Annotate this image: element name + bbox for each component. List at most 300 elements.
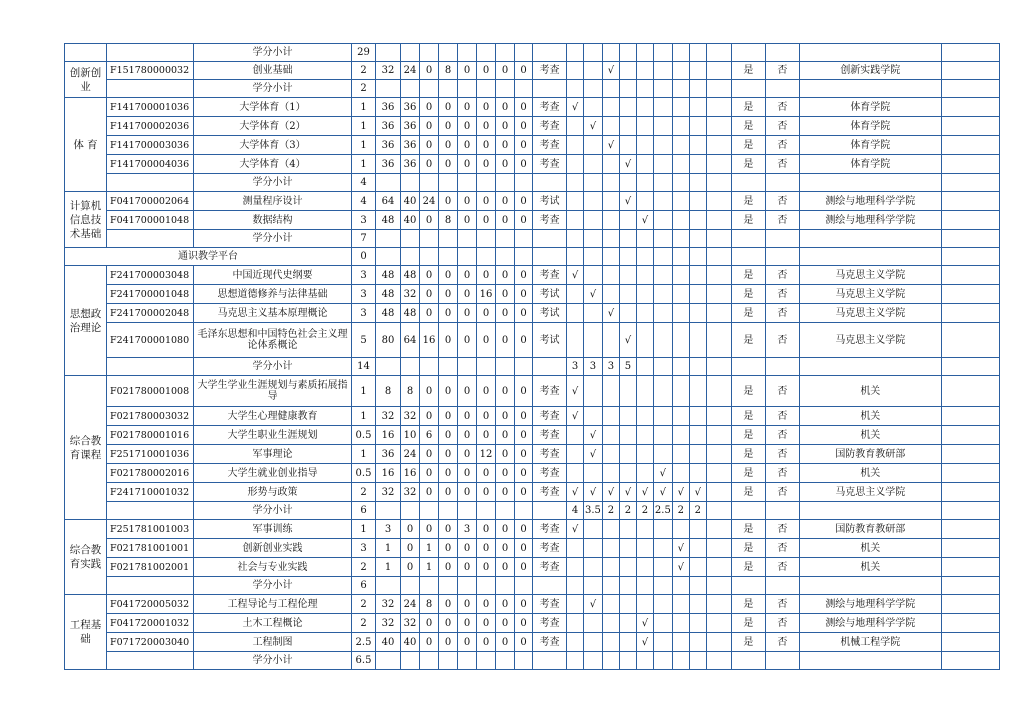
table-cell <box>619 520 636 539</box>
table-cell: 马克思主义学院 <box>799 285 941 304</box>
table-cell: 7 <box>352 230 376 248</box>
table-cell <box>689 595 706 614</box>
table-cell: 24 <box>401 62 420 80</box>
table-cell: F021780001016 <box>107 426 194 445</box>
table-cell: 否 <box>765 376 799 407</box>
table-cell <box>799 358 941 376</box>
table-cell: 体育学院 <box>799 117 941 136</box>
table-cell: √ <box>584 285 603 304</box>
table-cell: 0 <box>458 426 477 445</box>
table-cell <box>706 407 731 426</box>
table-cell: 测量程序设计 <box>194 192 352 211</box>
table-row <box>65 174 1000 192</box>
table-cell <box>602 595 619 614</box>
table-cell <box>689 539 706 558</box>
table-cell: 0 <box>458 376 477 407</box>
table-cell <box>706 483 731 502</box>
table-cell <box>107 174 194 192</box>
table-cell: 否 <box>765 407 799 426</box>
table-cell <box>107 502 194 520</box>
table-cell <box>420 44 439 62</box>
table-cell <box>584 98 603 117</box>
table-cell <box>653 266 672 285</box>
table-cell <box>799 577 941 595</box>
table-cell: 体育学院 <box>799 98 941 117</box>
table-cell <box>458 502 477 520</box>
table-cell <box>653 174 672 192</box>
table-cell: 工程基础 <box>65 595 107 670</box>
table-cell: √ <box>567 98 584 117</box>
table-cell: 土木工程概论 <box>194 614 352 633</box>
table-cell: 考查 <box>533 520 567 539</box>
table-cell: √ <box>602 304 619 323</box>
table-cell: 考查 <box>533 483 567 502</box>
table-cell: 考试 <box>533 285 567 304</box>
table-cell: 2 <box>352 483 376 502</box>
table-cell: 形势与政策 <box>194 483 352 502</box>
table-cell: 1 <box>376 558 401 577</box>
table-cell: 14 <box>352 358 376 376</box>
table-cell <box>602 44 619 62</box>
table-cell: 0 <box>420 520 439 539</box>
table-cell: 0 <box>477 117 496 136</box>
table-cell <box>515 248 533 266</box>
table-cell <box>567 652 584 670</box>
table-cell: 0 <box>420 464 439 483</box>
table-cell: 0 <box>496 117 515 136</box>
table-cell <box>799 652 941 670</box>
table-cell: 1 <box>352 117 376 136</box>
table-cell: 29 <box>352 44 376 62</box>
table-cell: 是 <box>731 136 765 155</box>
table-cell <box>653 445 672 464</box>
table-cell <box>706 192 731 211</box>
table-cell: 否 <box>765 304 799 323</box>
table-cell <box>533 502 567 520</box>
table-cell: 马克思主义学院 <box>799 266 941 285</box>
table-cell <box>706 577 731 595</box>
table-cell: 是 <box>731 211 765 230</box>
table-cell: √ <box>689 483 706 502</box>
table-cell <box>636 44 653 62</box>
table-cell: 是 <box>731 426 765 445</box>
table-cell <box>107 577 194 595</box>
table-cell: 学分小计 <box>194 358 352 376</box>
table-cell <box>567 445 584 464</box>
table-cell <box>567 117 584 136</box>
table-cell <box>799 230 941 248</box>
table-cell: 0 <box>420 117 439 136</box>
table-cell: 5 <box>352 323 376 358</box>
table-row <box>65 426 1000 445</box>
table-cell <box>689 426 706 445</box>
table-cell <box>458 577 477 595</box>
table-cell <box>731 502 765 520</box>
table-row <box>65 44 1000 62</box>
table-cell: 0 <box>420 155 439 174</box>
table-cell <box>941 304 999 323</box>
table-cell: 32 <box>376 614 401 633</box>
table-cell: 0 <box>496 376 515 407</box>
table-cell: 36 <box>376 155 401 174</box>
table-cell <box>420 80 439 98</box>
table-cell <box>636 136 653 155</box>
table-cell: 0 <box>496 155 515 174</box>
table-cell: 是 <box>731 117 765 136</box>
table-row <box>65 577 1000 595</box>
table-cell: 否 <box>765 98 799 117</box>
table-cell <box>941 230 999 248</box>
table-cell <box>477 80 496 98</box>
table-cell: 12 <box>477 445 496 464</box>
table-cell: 0 <box>458 633 477 652</box>
table-cell <box>376 358 401 376</box>
table-cell <box>619 230 636 248</box>
table-cell <box>584 174 603 192</box>
table-row <box>65 117 1000 136</box>
table-cell <box>636 376 653 407</box>
table-row <box>65 464 1000 483</box>
table-cell: 是 <box>731 266 765 285</box>
table-cell <box>941 558 999 577</box>
table-cell: 考查 <box>533 595 567 614</box>
table-cell: F141700004036 <box>107 155 194 174</box>
table-cell: 是 <box>731 539 765 558</box>
table-cell <box>706 211 731 230</box>
table-cell <box>584 539 603 558</box>
table-cell <box>706 266 731 285</box>
table-cell <box>376 248 401 266</box>
table-cell: 考查 <box>533 376 567 407</box>
table-cell: 测绘与地理科学学院 <box>799 614 941 633</box>
table-cell: 测绘与地理科学学院 <box>799 192 941 211</box>
table-cell <box>706 520 731 539</box>
table-cell: 32 <box>401 407 420 426</box>
table-cell <box>619 248 636 266</box>
table-cell: 48 <box>376 266 401 285</box>
table-cell <box>706 358 731 376</box>
table-cell: 是 <box>731 192 765 211</box>
table-row <box>65 155 1000 174</box>
table-cell <box>672 248 689 266</box>
table-cell <box>689 376 706 407</box>
table-cell <box>619 407 636 426</box>
table-cell: 6.5 <box>352 652 376 670</box>
table-cell: F251710001036 <box>107 445 194 464</box>
table-cell <box>584 323 603 358</box>
table-cell <box>401 80 420 98</box>
table-cell: √ <box>584 595 603 614</box>
table-cell: 3 <box>602 358 619 376</box>
table-cell <box>515 174 533 192</box>
table-cell <box>941 323 999 358</box>
table-cell <box>653 595 672 614</box>
table-cell: √ <box>619 192 636 211</box>
table-cell: 8 <box>439 62 458 80</box>
table-cell: 32 <box>401 285 420 304</box>
table-cell: F241710001032 <box>107 483 194 502</box>
table-cell <box>602 426 619 445</box>
table-cell: 0 <box>496 323 515 358</box>
table-cell: 思想政治理论 <box>65 266 107 376</box>
table-cell: 2.5 <box>352 633 376 652</box>
table-cell: 体育学院 <box>799 155 941 174</box>
table-cell: 6 <box>420 426 439 445</box>
table-cell <box>941 136 999 155</box>
table-cell: F241700001048 <box>107 285 194 304</box>
table-cell: 0 <box>496 285 515 304</box>
table-cell: 32 <box>401 614 420 633</box>
table-cell: 0 <box>458 192 477 211</box>
table-cell: 否 <box>765 155 799 174</box>
table-cell: 3 <box>584 358 603 376</box>
table-cell: 0 <box>515 445 533 464</box>
table-cell: 考查 <box>533 558 567 577</box>
table-cell: 是 <box>731 633 765 652</box>
table-cell <box>653 211 672 230</box>
table-cell: 0 <box>477 520 496 539</box>
table-cell: 0 <box>439 136 458 155</box>
table-cell <box>107 652 194 670</box>
table-cell <box>515 652 533 670</box>
table-cell: 0 <box>401 558 420 577</box>
table-cell: 0 <box>496 192 515 211</box>
table-cell <box>636 117 653 136</box>
table-cell <box>706 230 731 248</box>
table-cell: 马克思主义学院 <box>799 304 941 323</box>
table-row <box>65 285 1000 304</box>
table-row <box>65 230 1000 248</box>
table-cell <box>706 80 731 98</box>
table-cell: 0 <box>515 211 533 230</box>
table-cell: 马克思主义学院 <box>799 483 941 502</box>
table-cell <box>602 285 619 304</box>
table-cell <box>602 98 619 117</box>
table-cell: 2 <box>619 502 636 520</box>
table-cell: √ <box>636 614 653 633</box>
table-cell <box>439 248 458 266</box>
table-cell: √ <box>672 558 689 577</box>
table-cell: 0 <box>420 266 439 285</box>
table-cell <box>689 285 706 304</box>
table-cell <box>401 174 420 192</box>
table-cell <box>533 44 567 62</box>
table-cell: 0 <box>496 426 515 445</box>
table-cell <box>636 407 653 426</box>
table-cell <box>941 266 999 285</box>
table-cell: 3.5 <box>584 502 603 520</box>
table-cell: 考查 <box>533 266 567 285</box>
table-cell: 0 <box>515 595 533 614</box>
table-cell: √ <box>567 266 584 285</box>
table-cell <box>439 502 458 520</box>
table-cell <box>458 174 477 192</box>
table-cell: 0 <box>458 483 477 502</box>
table-cell: 考试 <box>533 323 567 358</box>
table-cell: 2 <box>602 502 619 520</box>
table-cell <box>496 174 515 192</box>
table-cell: 0 <box>420 98 439 117</box>
table-cell: 0 <box>515 62 533 80</box>
table-row <box>65 211 1000 230</box>
table-cell <box>672 155 689 174</box>
table-row <box>65 192 1000 211</box>
table-cell: 0 <box>420 376 439 407</box>
table-cell <box>401 652 420 670</box>
table-cell: 16 <box>477 285 496 304</box>
table-row <box>65 62 1000 80</box>
table-cell <box>533 230 567 248</box>
table-cell <box>636 192 653 211</box>
table-cell: 0 <box>515 98 533 117</box>
table-cell <box>706 652 731 670</box>
table-cell <box>636 520 653 539</box>
table-cell: 0 <box>458 558 477 577</box>
table-cell: 考查 <box>533 211 567 230</box>
table-cell <box>765 44 799 62</box>
table-cell <box>619 633 636 652</box>
table-cell: 0 <box>515 426 533 445</box>
table-cell: 是 <box>731 614 765 633</box>
table-cell: 0 <box>496 62 515 80</box>
table-cell: 36 <box>401 136 420 155</box>
table-cell: 0 <box>458 614 477 633</box>
table-cell: √ <box>619 155 636 174</box>
table-cell <box>689 117 706 136</box>
table-cell: 0 <box>477 558 496 577</box>
table-cell: 测绘与地理科学学院 <box>799 211 941 230</box>
table-cell: 数据结构 <box>194 211 352 230</box>
table-cell <box>672 633 689 652</box>
table-cell <box>584 304 603 323</box>
table-cell <box>799 174 941 192</box>
table-cell <box>420 174 439 192</box>
table-cell: 是 <box>731 464 765 483</box>
table-cell <box>584 520 603 539</box>
table-cell: 否 <box>765 211 799 230</box>
table-cell <box>584 614 603 633</box>
table-cell <box>636 464 653 483</box>
table-cell <box>941 211 999 230</box>
table-cell: 16 <box>376 426 401 445</box>
table-cell: 0 <box>420 136 439 155</box>
table-cell: 社会与专业实践 <box>194 558 352 577</box>
table-cell: 否 <box>765 558 799 577</box>
table-cell <box>636 266 653 285</box>
table-cell: 0 <box>439 304 458 323</box>
table-cell: 24 <box>420 192 439 211</box>
table-cell <box>731 44 765 62</box>
table-cell <box>653 407 672 426</box>
table-cell <box>941 192 999 211</box>
table-cell <box>439 230 458 248</box>
table-cell <box>567 595 584 614</box>
table-row <box>65 376 1000 407</box>
table-cell <box>941 155 999 174</box>
table-cell: 40 <box>401 192 420 211</box>
table-cell <box>765 80 799 98</box>
table-cell: 8 <box>401 376 420 407</box>
table-cell <box>941 80 999 98</box>
table-cell: 大学体育（1） <box>194 98 352 117</box>
table-cell <box>619 62 636 80</box>
table-cell <box>619 445 636 464</box>
table-cell: 0 <box>420 62 439 80</box>
table-cell <box>401 358 420 376</box>
table-cell <box>653 358 672 376</box>
table-cell: 毛泽东思想和中国特色社会主义理论体系概论 <box>194 323 352 358</box>
table-cell: 考查 <box>533 464 567 483</box>
table-cell <box>672 445 689 464</box>
table-cell <box>941 174 999 192</box>
table-cell <box>376 44 401 62</box>
table-cell: 0 <box>477 595 496 614</box>
table-cell: 0 <box>477 155 496 174</box>
table-cell <box>941 633 999 652</box>
table-cell: 3 <box>352 266 376 285</box>
table-cell <box>107 44 194 62</box>
table-cell: 0 <box>496 558 515 577</box>
table-cell <box>107 80 194 98</box>
table-cell <box>636 577 653 595</box>
table-cell <box>602 577 619 595</box>
table-cell <box>567 633 584 652</box>
table-cell <box>376 502 401 520</box>
table-cell <box>636 174 653 192</box>
table-cell: F021780002016 <box>107 464 194 483</box>
curriculum-rows <box>65 44 1000 670</box>
table-cell: 1 <box>352 155 376 174</box>
table-cell <box>636 155 653 174</box>
table-cell <box>567 192 584 211</box>
curriculum-table <box>64 43 1000 670</box>
table-cell <box>672 117 689 136</box>
table-cell: 0 <box>515 539 533 558</box>
table-cell: 0 <box>420 633 439 652</box>
table-cell <box>689 304 706 323</box>
table-cell: 0 <box>420 285 439 304</box>
table-cell <box>706 155 731 174</box>
table-cell: 0 <box>496 614 515 633</box>
table-cell <box>477 230 496 248</box>
table-cell <box>619 304 636 323</box>
table-cell <box>689 62 706 80</box>
table-cell: 马克思主义基本原理概论 <box>194 304 352 323</box>
table-cell: 3 <box>352 211 376 230</box>
table-cell <box>636 539 653 558</box>
table-cell: 48 <box>376 211 401 230</box>
table-row <box>65 323 1000 358</box>
table-cell <box>496 652 515 670</box>
table-cell: 0 <box>458 211 477 230</box>
table-cell <box>636 445 653 464</box>
table-cell: 0 <box>420 445 439 464</box>
table-cell <box>765 358 799 376</box>
table-cell: 0 <box>458 62 477 80</box>
table-cell <box>602 464 619 483</box>
table-cell: 机关 <box>799 426 941 445</box>
table-cell <box>420 652 439 670</box>
table-cell: 0 <box>458 539 477 558</box>
table-cell <box>567 62 584 80</box>
table-cell: 是 <box>731 520 765 539</box>
table-cell: 64 <box>376 192 401 211</box>
table-cell: 0 <box>496 539 515 558</box>
table-cell <box>689 358 706 376</box>
table-cell <box>567 464 584 483</box>
table-cell <box>107 358 194 376</box>
table-cell: 是 <box>731 595 765 614</box>
